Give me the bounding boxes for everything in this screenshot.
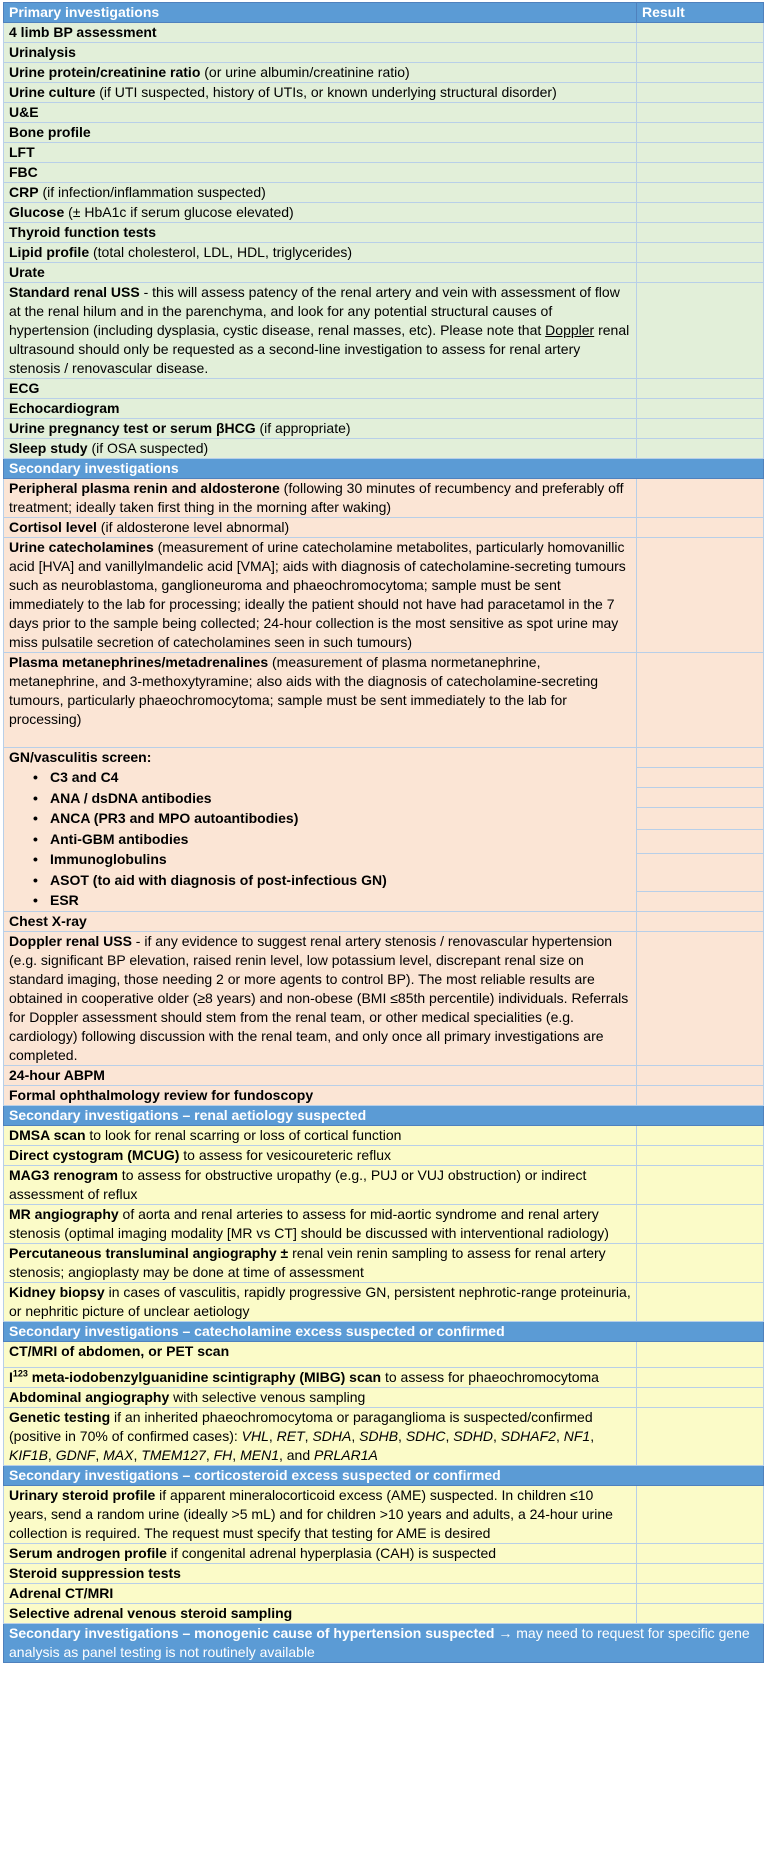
text-segment: Cortisol level (9, 519, 97, 535)
investigation-cell (4, 1244, 637, 1283)
text-segment: Adrenal CT/MRI (9, 1585, 114, 1601)
investigation-row (4, 653, 764, 748)
investigation-row (4, 1486, 764, 1544)
text-segment: , (304, 1428, 313, 1444)
result-cell[interactable] (637, 1408, 764, 1466)
bullet-item (33, 767, 631, 788)
investigation-cell (4, 1205, 637, 1244)
text-segment: LFT (9, 144, 35, 160)
text-segment: - if any evidence to suggest renal artery stenosis / renovascular hypertension (e.g. significant BP elevation, raised renin level, low potassium level, discrepant renal size on standard imaging, those needing 2 or more agents to control BP). The most reliable results are obtained in cooperative older (≥8 years) and non-obese (BMI ≤85th percentile) individuals. Referrals for Doppler assessment should stem from the renal team, or other medical specialities (e.g. cardiology) following discussion with the renal team, and only once all primary investigations are completed. (9, 933, 629, 1063)
investigation-cell (4, 263, 637, 283)
text-segment: 24-hour ABPM (9, 1067, 105, 1083)
investigation-cell (4, 1584, 637, 1604)
investigation-cell (4, 518, 637, 538)
investigation-row (4, 1564, 764, 1584)
bullet-item (33, 890, 631, 911)
text-segment: MAX (103, 1447, 134, 1463)
text-segment: Thyroid function tests (9, 224, 156, 240)
section-primary (4, 23, 764, 459)
text-segment: Anti-GBM antibodies (50, 830, 189, 847)
result-cell[interactable] (637, 1564, 764, 1584)
text-segment: (measurement of urine catecholamine metabolites, particularly homovanillic acid [HVA] and vanillylmandelic acid [VMA]; aids with diagnosis of catecholamine-secreting tumours such as neuroblastoma, ganglioneuroma and phaeochromocytoma; sample must be sent immediately to the lab for processing; ideally the patient should not have had paracetamol in the 7 days prior to the sample being collected; 24-hour collection is the most sensitive as spot urine may miss pulsatile secretion of catecholamines seen in such tumours) (9, 539, 626, 650)
text-segment: Sleep study (9, 440, 88, 456)
text-segment: Plasma metanephrines/metadrenalines (9, 654, 269, 670)
section-secondary-monogenic (4, 1624, 764, 1663)
investigation-row (4, 399, 764, 419)
text-segment: Echocardiogram (9, 400, 120, 416)
text-segment: Glucose (9, 204, 65, 220)
investigation-cell (4, 1283, 637, 1322)
text-segment: Lipid profile (9, 244, 90, 260)
investigations-table (3, 2, 764, 1663)
text-segment: → may need to request for specific gene analysis as panel testing is not routinely available (9, 1625, 750, 1660)
section-header (4, 1322, 764, 1342)
section-secondary-catecholamine (4, 1322, 764, 1466)
investigation-cell (4, 748, 637, 912)
text-segment: (measurement of plasma normetanephrine, metanephrine, and 3-methoxytyramine; also aids with the diagnosis of catecholamine-secreting tumours, particularly phaeochromocytoma; sample must be sent immediately to the lab for processing) (9, 654, 599, 727)
text-segment: (± HbA1c if serum glucose elevated) (64, 204, 294, 220)
result-subcell[interactable] (637, 892, 763, 911)
text-segment: , (492, 1428, 501, 1444)
text-segment: ASOT (to aid with diagnosis of post-infectious GN) (50, 871, 387, 888)
result-cell[interactable] (637, 379, 764, 399)
result-cell[interactable] (637, 1244, 764, 1283)
investigation-row (4, 263, 764, 283)
text-segment: Secondary investigations – monogenic cause of hypertension suspected (9, 1625, 499, 1641)
text-segment: Chest X-ray (9, 913, 87, 929)
text-segment: Kidney biopsy (9, 1284, 105, 1300)
text-segment: Secondary investigations (9, 460, 179, 476)
result-cell[interactable] (637, 518, 764, 538)
investigation-row (4, 912, 764, 932)
section-header (4, 1106, 764, 1126)
investigation-row (4, 748, 764, 912)
text-segment: Percutaneous transluminal angiography ± (9, 1245, 289, 1261)
text-segment: C3 and C4 (50, 769, 119, 785)
result-subcell[interactable] (637, 748, 763, 768)
text-segment: meta-iodobenzylguanidine scintigraphy (MIBG) scan (27, 1369, 382, 1385)
result-cell[interactable] (637, 1604, 764, 1624)
text-segment: Direct cystogram (MCUG) (9, 1147, 180, 1163)
text-segment: , (133, 1447, 142, 1463)
text-segment: , (445, 1428, 454, 1444)
investigation-row (4, 518, 764, 538)
text-segment: in cases of vasculitis, rapidly progressive GN, persistent nephrotic-range proteinuria, or nephritic picture of unclear aetiology (9, 1284, 631, 1319)
text-segment: Urine culture (9, 84, 96, 100)
result-cell[interactable] (637, 912, 764, 932)
investigation-cell (4, 143, 637, 163)
investigation-row (4, 1342, 764, 1368)
text-segment: Formal ophthalmology review for fundoscopy (9, 1087, 314, 1103)
text-segment: Standard renal USS (9, 284, 140, 300)
result-cell[interactable] (637, 1486, 764, 1544)
investigation-cell (4, 1544, 637, 1564)
text-segment: (if infection/inflammation suspected) (38, 184, 266, 200)
text-segment: with selective venous sampling (169, 1389, 366, 1405)
text-segment: of aorta and renal arteries to assess for mid-aortic syndrome and renal artery stenosis (optimal imaging modality [MR vs CT] should be discussed with interventional radiology) (9, 1206, 609, 1241)
investigation-row (4, 1146, 764, 1166)
investigation-row (4, 479, 764, 518)
text-segment: renal vein renin sampling to assess for renal artery stenosis; angioplasty may be done at time of assessment (9, 1245, 606, 1280)
investigation-cell (4, 243, 637, 263)
result-cell[interactable] (637, 203, 764, 223)
investigation-row (4, 1086, 764, 1106)
text-segment: Immunoglobulins (50, 851, 167, 867)
text-segment: RET (276, 1428, 305, 1444)
text-segment: Doppler (545, 322, 595, 338)
investigation-cell (4, 932, 637, 1066)
text-segment: SDHC (405, 1428, 446, 1444)
text-segment: to look for renal scarring or loss of cortical function (85, 1127, 402, 1143)
text-segment: if an inherited phaeochromocytoma or paraganglioma is suspected/confirmed (positive in 70% of confirmed cases): (9, 1409, 593, 1444)
result-cell[interactable] (637, 1368, 764, 1388)
section-header (4, 459, 764, 479)
result-cell[interactable] (637, 932, 764, 1066)
text-segment: SDHD (453, 1428, 493, 1444)
text-segment: to assess for obstructive uropathy (e.g., PUJ or VUJ obstruction) or indirect assessment of reflux (9, 1167, 587, 1202)
bullet-item (33, 788, 631, 809)
text-segment: Peripheral plasma renin and aldosterone (9, 480, 280, 496)
text-segment: , (590, 1428, 595, 1444)
text-segment: I (9, 1369, 13, 1385)
investigation-cell (4, 1408, 637, 1466)
result-cell[interactable] (637, 1086, 764, 1106)
investigation-cell (4, 283, 637, 379)
result-cell[interactable] (637, 479, 764, 518)
bullet-item (33, 829, 631, 850)
text-segment: to assess for vesicoureteric reflux (179, 1147, 392, 1163)
result-cell[interactable] (637, 43, 764, 63)
investigation-cell (4, 1126, 637, 1146)
text-segment: to assess for phaeochromocytoma (381, 1369, 599, 1385)
result-cell[interactable] (637, 1342, 764, 1368)
text-segment: Abdominal angiography (9, 1389, 170, 1405)
text-segment: Urine protein/creatinine ratio (9, 64, 201, 80)
text-segment: Urine catecholamines (9, 539, 154, 555)
text-segment: Secondary investigations – renal aetiology suspected (9, 1107, 367, 1123)
result-subcell[interactable] (637, 808, 763, 830)
investigation-cell (4, 1388, 637, 1408)
investigation-row (4, 1584, 764, 1604)
result-cell[interactable] (637, 23, 764, 43)
section-header (4, 1466, 764, 1486)
investigation-row (4, 63, 764, 83)
investigation-row (4, 439, 764, 459)
result-cell[interactable] (637, 243, 764, 263)
investigation-row (4, 183, 764, 203)
result-cell[interactable] (637, 748, 764, 912)
investigation-row (4, 223, 764, 243)
investigation-row (4, 123, 764, 143)
investigation-row (4, 932, 764, 1066)
table-header-row (4, 3, 764, 23)
investigation-row (4, 1205, 764, 1244)
investigation-cell (4, 479, 637, 518)
text-segment: if congenital adrenal hyperplasia (CAH) is suspected (166, 1545, 497, 1561)
text-segment: GN/vasculitis screen: (9, 749, 152, 765)
text-segment: MR angiography (9, 1206, 119, 1222)
investigation-cell (4, 653, 637, 748)
text-segment: TMEM127 (141, 1447, 206, 1463)
investigation-row (4, 1126, 764, 1146)
investigation-row (4, 43, 764, 63)
bullet-item (33, 870, 631, 891)
text-segment: if apparent mineralocorticoid excess (AME) suspected. In children ≤10 years, send a random urine (ideally >5 mL) and for children >10 years and adults, a 24-hour urine collection is required. The request must specify that testing for AME is desired (9, 1487, 613, 1541)
investigation-cell (4, 43, 637, 63)
column-header-investigations: Primary investigations (4, 3, 637, 23)
investigation-cell (4, 203, 637, 223)
text-segment: 4 limb BP assessment (9, 24, 157, 40)
investigation-cell (4, 223, 637, 243)
section-header (4, 1624, 764, 1663)
text-segment: Secondary investigations – corticosteroid excess suspected or confirmed (9, 1467, 501, 1483)
result-cell[interactable] (637, 1205, 764, 1244)
text-segment: MAG3 renogram (9, 1167, 118, 1183)
text-segment: , (47, 1447, 56, 1463)
section-secondary-corticosteroid (4, 1466, 764, 1624)
text-segment: , (95, 1447, 104, 1463)
investigation-row (4, 103, 764, 123)
text-segment: , (232, 1447, 241, 1463)
investigation-row (4, 83, 764, 103)
text-segment: (total cholesterol, LDL, HDL, triglycerides) (89, 244, 353, 260)
investigation-cell (4, 183, 637, 203)
investigation-row (4, 23, 764, 43)
result-cell[interactable] (637, 283, 764, 379)
result-subcell[interactable] (637, 830, 763, 854)
investigation-cell (4, 1342, 637, 1368)
investigation-cell (4, 163, 637, 183)
text-segment: , (555, 1428, 564, 1444)
text-segment: Urate (9, 264, 45, 280)
investigation-row (4, 1166, 764, 1205)
result-cell[interactable] (637, 1544, 764, 1564)
text-segment: KIF1B (9, 1447, 48, 1463)
text-segment: VHL (241, 1428, 269, 1444)
investigation-cell (4, 83, 637, 103)
investigation-cell (4, 103, 637, 123)
investigation-cell (4, 538, 637, 653)
investigation-row (4, 143, 764, 163)
text-segment: SDHA (312, 1428, 352, 1444)
text-segment: 123 (12, 1368, 28, 1379)
text-segment: Selective adrenal venous steroid sampling (9, 1605, 293, 1621)
investigation-cell (4, 1604, 637, 1624)
result-subcell[interactable] (637, 788, 763, 808)
section-header-label (4, 1466, 764, 1486)
investigation-row (4, 538, 764, 653)
result-cell[interactable] (637, 1146, 764, 1166)
result-cell[interactable] (637, 123, 764, 143)
investigation-row (4, 1408, 764, 1466)
investigation-row (4, 419, 764, 439)
text-segment: Steroid suppression tests (9, 1565, 181, 1581)
text-segment: Secondary investigations – catecholamine excess suspected or confirmed (9, 1323, 505, 1339)
investigation-cell (4, 1166, 637, 1205)
investigation-cell (4, 1368, 637, 1388)
text-segment: MEN1 (240, 1447, 279, 1463)
investigation-cell (4, 399, 637, 419)
text-segment: , (398, 1428, 406, 1444)
result-cell[interactable] (637, 1126, 764, 1146)
text-segment: ECG (9, 380, 40, 396)
result-cell[interactable] (637, 1388, 764, 1408)
investigation-row (4, 163, 764, 183)
investigation-row (4, 203, 764, 223)
text-segment: U&E (9, 104, 39, 120)
text-segment: FBC (9, 164, 38, 180)
text-segment: , and (278, 1447, 315, 1463)
text-segment: ESR (50, 892, 79, 908)
investigation-row (4, 1388, 764, 1408)
text-segment: Bone profile (9, 124, 91, 140)
text-segment: (or urine albumin/creatinine ratio) (200, 64, 410, 80)
section-header-label (4, 1624, 764, 1663)
text-segment: FH (213, 1447, 233, 1463)
section-header-label (4, 1106, 764, 1126)
text-segment: (if aldosterone level abnormal) (96, 519, 290, 535)
investigation-row (4, 1604, 764, 1624)
investigation-row (4, 1066, 764, 1086)
text-segment: (following 30 minutes of recumbency and preferably off treatment; ideally taken first thing in the morning after waking) (9, 480, 624, 515)
result-cell[interactable] (637, 419, 764, 439)
result-cell[interactable] (637, 143, 764, 163)
investigation-row (4, 1544, 764, 1564)
bullet-list (9, 767, 631, 911)
text-segment: Serum androgen profile (9, 1545, 167, 1561)
column-header-result: Result (637, 3, 764, 23)
investigation-cell (4, 123, 637, 143)
investigation-cell (4, 1146, 637, 1166)
investigation-cell (4, 912, 637, 932)
result-cell[interactable] (637, 653, 764, 748)
investigation-cell (4, 439, 637, 459)
text-segment: Urine pregnancy test or serum βHCG (9, 420, 256, 436)
result-cell[interactable] (637, 1584, 764, 1604)
text-segment: ANCA (PR3 and MPO autoantibodies) (50, 810, 299, 826)
investigation-row (4, 1283, 764, 1322)
bullet-item (33, 808, 631, 829)
investigation-row (4, 1244, 764, 1283)
investigation-cell (4, 419, 637, 439)
investigation-cell (4, 63, 637, 83)
section-header-label (4, 1322, 764, 1342)
result-cell[interactable] (637, 63, 764, 83)
text-segment: (if UTI suspected, history of UTIs, or known underlying structural disorder) (95, 84, 557, 100)
section-header-label (4, 459, 764, 479)
text-segment: (if OSA suspected) (87, 440, 209, 456)
investigation-row (4, 1368, 764, 1388)
text-segment: NF1 (563, 1428, 591, 1444)
text-segment: - this will assess patency of the renal artery and vein with assessment of flow at the renal hilum and in the parenchyma, and look for any potential structural causes of hypertension (including dysplasia, cystic disease, renal masses, etc). Please note that (9, 284, 620, 338)
result-cell[interactable] (637, 103, 764, 123)
text-segment: Doppler renal USS (9, 933, 132, 949)
text-segment: SDHAF2 (500, 1428, 556, 1444)
text-segment: (if appropriate) (255, 420, 351, 436)
text-segment: CT/MRI of abdomen, or PET scan (9, 1343, 230, 1359)
result-cell[interactable] (637, 1283, 764, 1322)
text-segment: Genetic testing (9, 1409, 111, 1425)
text-segment: PRLAR1A (314, 1447, 378, 1463)
text-segment: , (205, 1447, 214, 1463)
text-segment: DMSA scan (9, 1127, 86, 1143)
result-cell[interactable] (637, 439, 764, 459)
investigation-cell (4, 1086, 637, 1106)
text-segment: Urinalysis (9, 44, 76, 60)
investigation-cell (4, 23, 637, 43)
section-secondary-general (4, 459, 764, 1106)
investigation-cell (4, 379, 637, 399)
investigation-row (4, 379, 764, 399)
result-subcell[interactable] (637, 854, 763, 892)
bullet-item (33, 849, 631, 870)
result-subcell[interactable] (637, 768, 763, 788)
investigation-row (4, 283, 764, 379)
investigation-cell (4, 1564, 637, 1584)
result-cell[interactable] (637, 163, 764, 183)
investigation-cell (4, 1066, 637, 1086)
result-cell[interactable] (637, 538, 764, 653)
result-cell[interactable] (637, 83, 764, 103)
result-cell[interactable] (637, 183, 764, 203)
result-cell[interactable] (637, 1066, 764, 1086)
text-segment: GDNF (55, 1447, 96, 1463)
result-cell[interactable] (637, 1166, 764, 1205)
text-segment: CRP (9, 184, 39, 200)
text-segment: , (268, 1428, 277, 1444)
investigation-row (4, 243, 764, 263)
text-segment: renal ultrasound should only be requested as a second-line investigation to assess for renal artery stenosis / renovascular disease. (9, 322, 630, 376)
text-segment: SDHB (359, 1428, 399, 1444)
result-cell[interactable] (637, 263, 764, 283)
result-cell[interactable] (637, 223, 764, 243)
section-secondary-renal (4, 1106, 764, 1322)
text-segment: , (351, 1428, 360, 1444)
text-segment: Urinary steroid profile (9, 1487, 156, 1503)
result-cell[interactable] (637, 399, 764, 419)
investigation-cell (4, 1486, 637, 1544)
text-segment: ANA / dsDNA antibodies (50, 789, 212, 806)
